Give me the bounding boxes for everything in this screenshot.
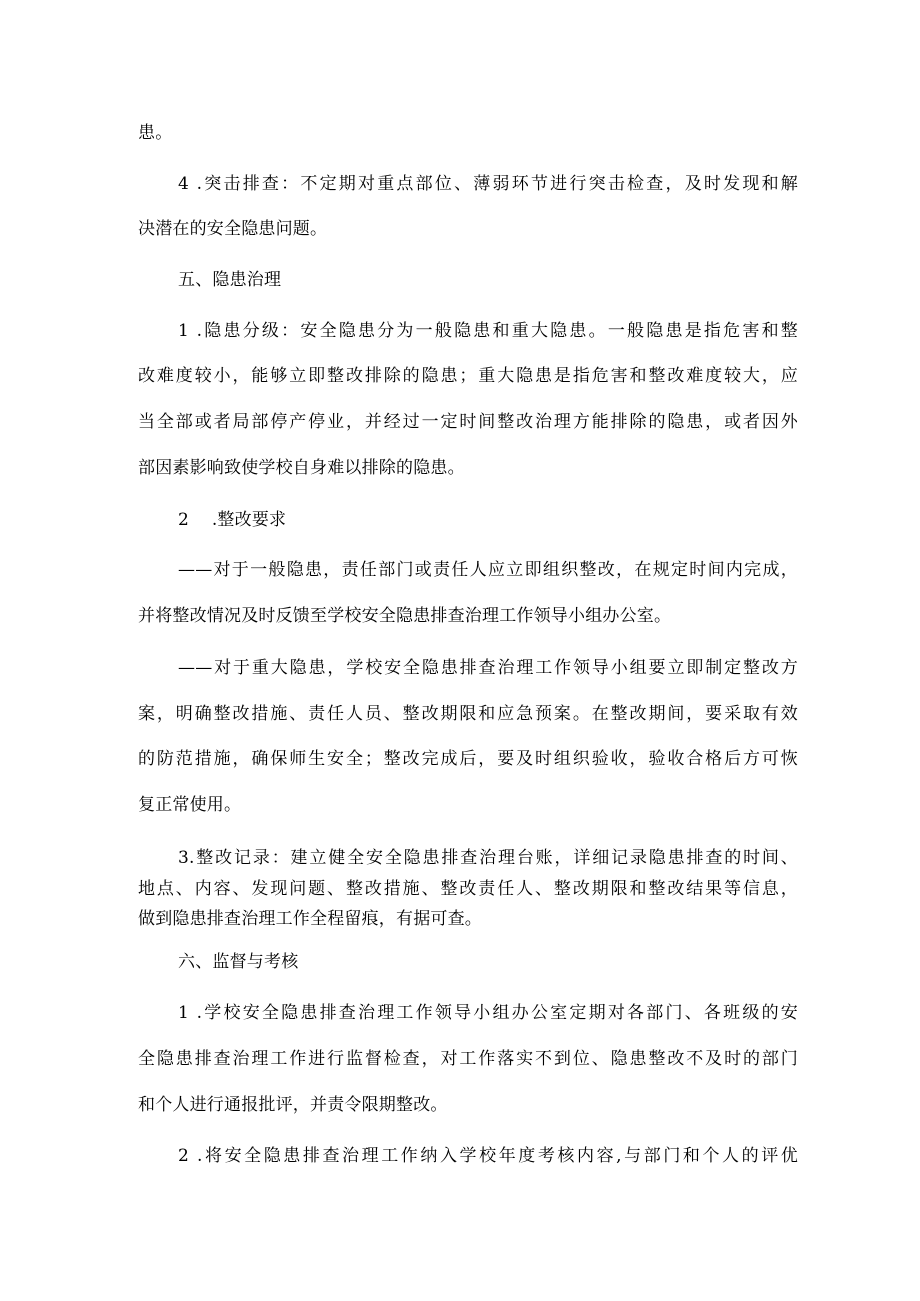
paragraph-line: 全隐患排查治理工作进行监督检查，对工作落实不到位、隐患整改不及时的部门 [138,1049,798,1069]
paragraph-line: 2 .整改要求 [178,510,287,530]
paragraph-line: 的防范措施，确保师生安全；整改完成后，要及时组织验收，验收合格后方可恢 [138,749,798,769]
section-heading: 五、隐患治理 [178,270,282,290]
paragraph-line: 4 .突击排查：不定期对重点部位、薄弱环节进行突击检查，及时发现和解 [178,174,798,194]
paragraph-line: 3.整改记录：建立健全安全隐患排查治理台账，详细记录隐患排查的时间、 [178,848,798,868]
paragraph-line: 案，明确整改措施、责任人员、整改期限和应急预案。在整改期间，要采取有效 [138,704,798,724]
paragraph-line: 地点、内容、发现问题、整改措施、整改责任人、整改期限和整改结果等信息， [138,879,798,899]
paragraph-line: 做到隐患排查治理工作全程留痕，有据可查。 [138,909,482,929]
paragraph-line: 并将整改情况及时反馈至学校安全隐患排查治理工作领导小组办公室。 [138,606,672,626]
paragraph-line: ——对于重大隐患，学校安全隐患排查治理工作领导小组要立即制定整改方 [178,658,798,678]
paragraph-line: 患。 [138,123,173,143]
paragraph-line: 当全部或者局部停产停业，并经过一定时间整改治理方能排除的隐患，或者因外 [138,412,798,432]
section-heading: 六、监督与考核 [178,952,299,972]
paragraph-line: 改难度较小，能够立即整改排除的隐患；重大隐患是指危害和整改难度较大，应 [138,366,798,386]
paragraph-line: 部因素影响致使学校自身难以排除的隐患。 [138,458,465,478]
paragraph-line: 和个人进行通报批评，并责令限期整改。 [138,1095,448,1115]
paragraph-line: 决潜在的安全隐患问题。 [138,219,328,239]
paragraph-line: 1 .隐患分级：安全隐患分为一般隐患和重大隐患。一般隐患是指危害和整 [178,321,798,341]
paragraph-line: ——对于一般隐患，责任部门或责任人应立即组织整改，在规定时间内完成， [178,560,798,580]
paragraph-line: 1 .学校安全隐患排查治理工作领导小组办公室定期对各部门、各班级的安 [178,1003,798,1023]
paragraph-line: 2 .将安全隐患排查治理工作纳入学校年度考核内容,与部门和个人的评优 [178,1146,798,1166]
paragraph-line: 复正常使用。 [138,795,242,815]
